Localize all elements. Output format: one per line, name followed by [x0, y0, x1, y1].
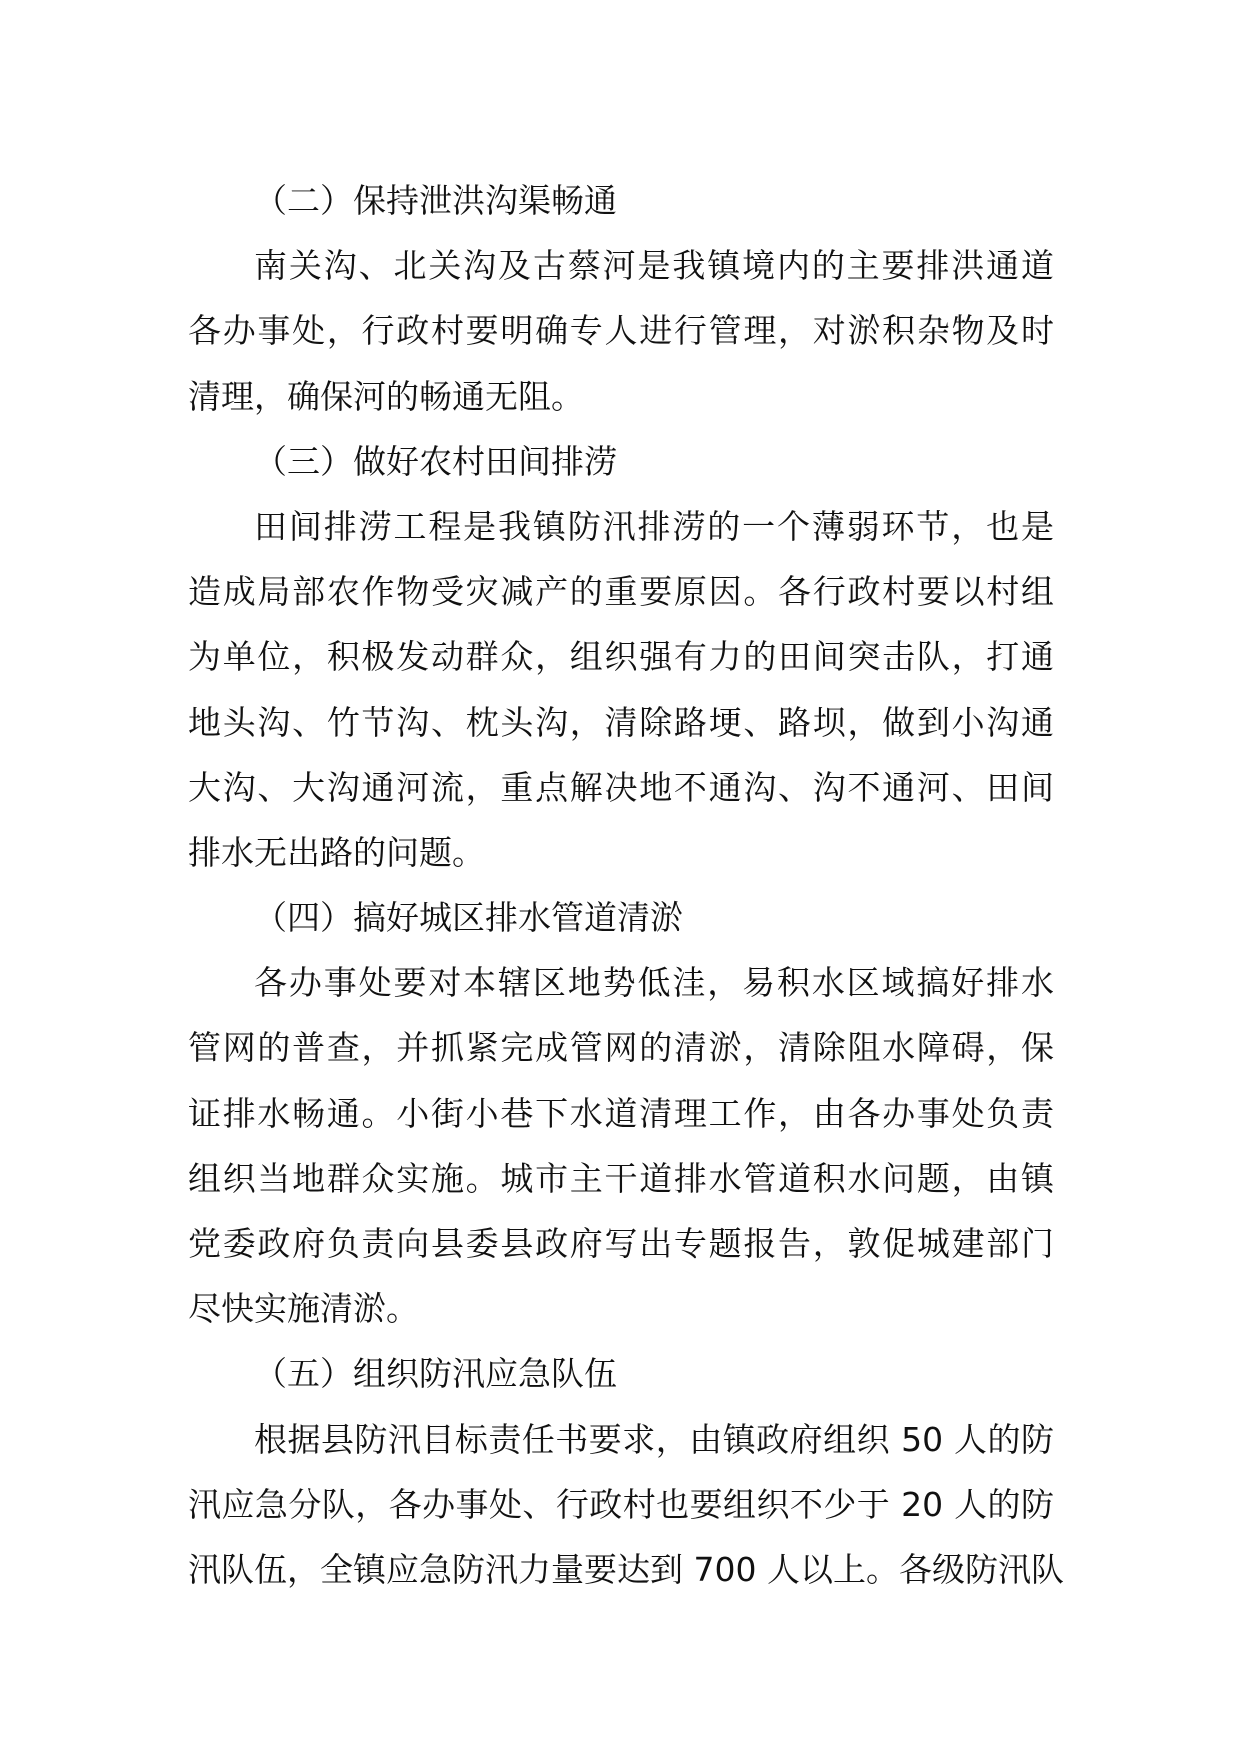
paragraph-line: 清理，确保河的畅通无阻。 [188, 376, 584, 416]
paragraph-line: 地头沟、竹节沟、枕头沟，清除路埂、路坝，做到小沟通 [188, 702, 1054, 742]
section-heading: （五）组织防汛应急队伍 [254, 1354, 617, 1394]
section-heading: （三）做好农村田间排涝 [254, 441, 617, 481]
paragraph-line: 大沟、大沟通河流，重点解决地不通沟、沟不通河、田间 [188, 767, 1054, 807]
paragraph-line: 汛应急分队，各办事处、行政村也要组织不少于 20 人的防 [188, 1484, 1054, 1524]
paragraph-line: 汛队伍，全镇应急防汛力量要达到 700 人以上。各级防汛队 [188, 1549, 1064, 1589]
paragraph-line: 组织当地群众实施。城市主干道排水管道积水问题，由镇 [188, 1158, 1054, 1198]
paragraph-line: 为单位，积极发动群众，组织强有力的田间突击队，打通 [188, 637, 1054, 677]
document-body [188, 168, 1064, 1602]
paragraph-line: 党委政府负责向县委县政府写出专题报告，敦促城建部门 [188, 1224, 1054, 1263]
paragraph-line: 排水无出路的问题。 [188, 832, 485, 872]
paragraph-line: 根据县防汛目标责任书要求，由镇政府组织 50 人的防 [254, 1419, 1054, 1459]
paragraph-line: 造成局部农作物受灾减产的重要原因。各行政村要以村组 [188, 572, 1054, 612]
paragraph-line: 证排水畅通。小街小巷下水道清理工作，由各办事处负责 [188, 1093, 1054, 1133]
paragraph-line: 管网的普查，并抓紧完成管网的清淤，清除阻水障碍，保 [188, 1028, 1054, 1068]
paragraph-line: 南关沟、北关沟及古蔡河是我镇境内的主要排洪通道 [254, 246, 1054, 286]
paragraph-line: 各办事处，行政村要明确专人进行管理，对淤积杂物及时 [188, 311, 1054, 351]
paragraph-line: 田间排涝工程是我镇防汛排涝的一个薄弱环节，也是 [254, 506, 1054, 546]
paragraph-line: 尽快实施清淤。 [188, 1289, 419, 1329]
section-heading: （四）搞好城区排水管道清淤 [254, 898, 683, 938]
paragraph-line: 各办事处要对本辖区地势低洼，易积水区域搞好排水 [254, 963, 1054, 1003]
section-heading: （二）保持泄洪沟渠畅通 [254, 181, 617, 220]
